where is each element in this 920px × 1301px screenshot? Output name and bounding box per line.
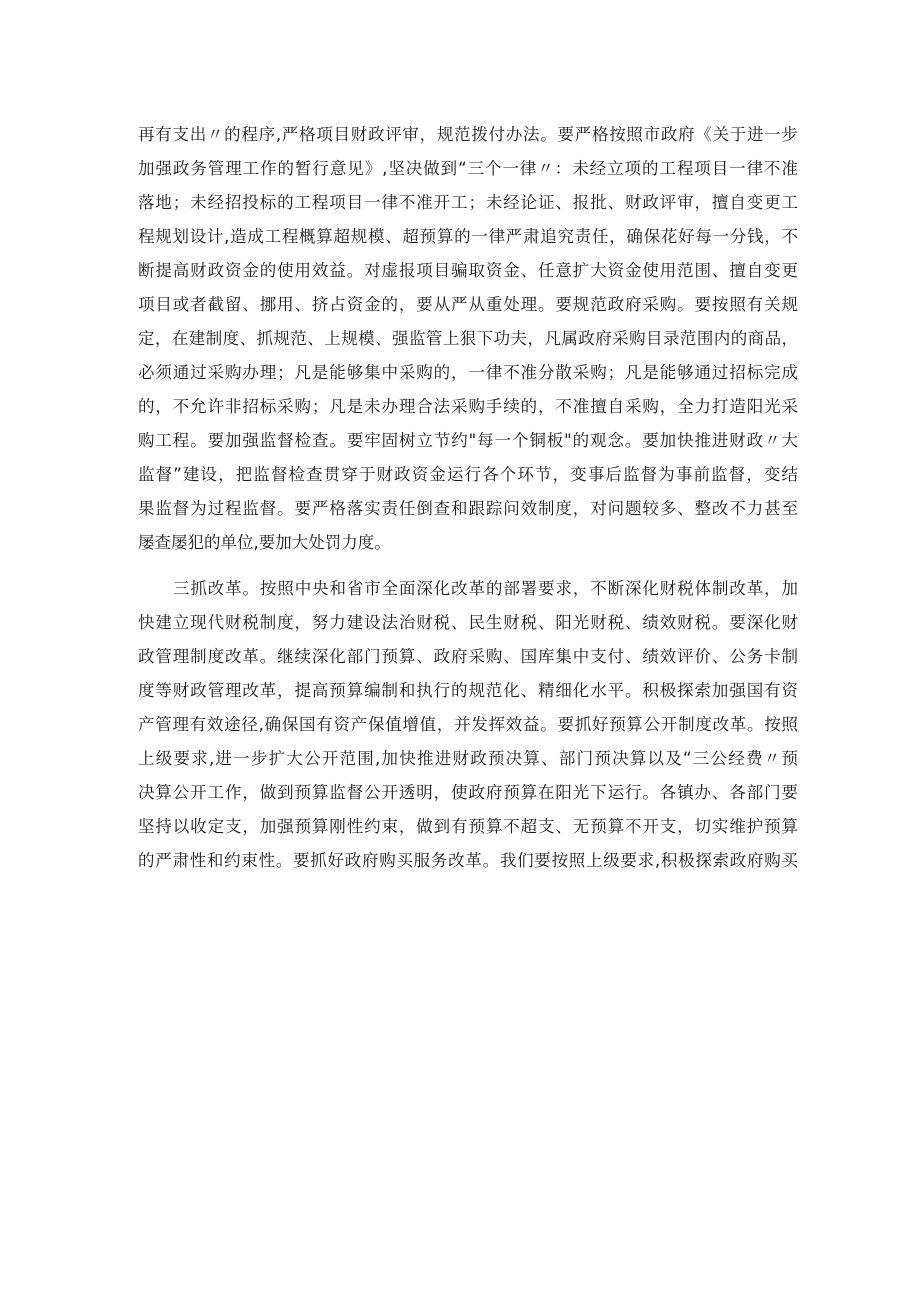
text-line: 度等财政管理改革，提高预算编制和执行的规范化、精细化水平。积极探索加强国有资 [138, 681, 798, 700]
text-line: 三抓改革。按照中央和省市全面深化改革的部署要求，不断深化财税体制改革，加 [173, 579, 798, 598]
text-line: 政管理制度改革。继续深化部门预算、政府采购、国库集中支付、绩效评价、公务卡制 [138, 647, 798, 666]
text-line: 坚持以收定支，加强预算刚性约束，做到有预算不超支、无预算不开支，切实维护预算 [138, 817, 798, 836]
paragraph-spacer [138, 560, 798, 572]
text-line: 上级要求,进一步扩大公开范围,加快推进财政预决算、部门预决算以及“三公经费〃预 [138, 749, 798, 768]
text-line: 屡查屡犯的单位,要加大处罚力度。 [138, 533, 391, 552]
text-line: 项目或者截留、挪用、挤占资金的，要从严从重处理。要规范政府采购。要按照有关规 [138, 295, 798, 314]
text-line: 落地；未经招投标的工程项目一律不准开工；未经论证、报批、财政评审，擅自变更工 [138, 193, 798, 212]
text-line: 断提高财政资金的使用效益。对虚报项目骗取资金、任意扩大资金使用范围、擅自变更 [138, 261, 798, 280]
text-line: 再有支出〃的程序,严格项目财政评审，规范拨付办法。要严格按照市政府《关于进一步 [138, 125, 798, 144]
text-line: 监督”建设，把监督检查贯穿于财政资金运行各个环节，变事后监督为事前监督，变结 [138, 465, 798, 484]
text-line: 的，不允许非招标采购；凡是未办理合法采购手续的，不准擅自采购，全力打造阳光采 [138, 397, 798, 416]
text-line: 快建立现代财税制度，努力建设法治财税、民生财税、阳光财税、绩效财税。要深化财 [138, 613, 798, 632]
text-line: 加强政务管理工作的暂行意见》,坚决做到“三个一律〃：未经立项的工程项目一律不准 [138, 159, 798, 178]
text-line: 购工程。要加强监督检查。要牢固树立节约"每一个铜板"的观念。要加快推进财政〃大 [138, 431, 798, 450]
text-line: 定，在建制度、抓规范、上规模、强监管上狠下功夫，凡属政府采购目录范围内的商品， [138, 329, 798, 348]
paragraph-finance-supervision [138, 118, 798, 560]
text-line: 的严肃性和约束性。要抓好政府购买服务改革。我们要按照上级要求,积极探索政府购买 [138, 851, 798, 870]
text-line: 程规划设计,造成工程概算超规模、超预算的一律严肃追究责任，确保花好每一分钱，不 [138, 227, 798, 246]
text-line: 产管理有效途径,确保国有资产保值增值，并发挥效益。要抓好预算公开制度改革。按照 [138, 715, 798, 734]
paragraph-reform [138, 572, 798, 878]
text-line: 决算公开工作，做到预算监督公开透明，使政府预算在阳光下运行。各镇办、各部门要 [138, 783, 798, 802]
document-body [138, 118, 798, 878]
text-line: 果监督为过程监督。要严格落实责任倒查和跟踪问效制度，对问题较多、整改不力甚至 [138, 499, 798, 518]
text-line: 必须通过采购办理；凡是能够集中采购的，一律不准分散采购；凡是能够通过招标完成 [138, 363, 798, 382]
